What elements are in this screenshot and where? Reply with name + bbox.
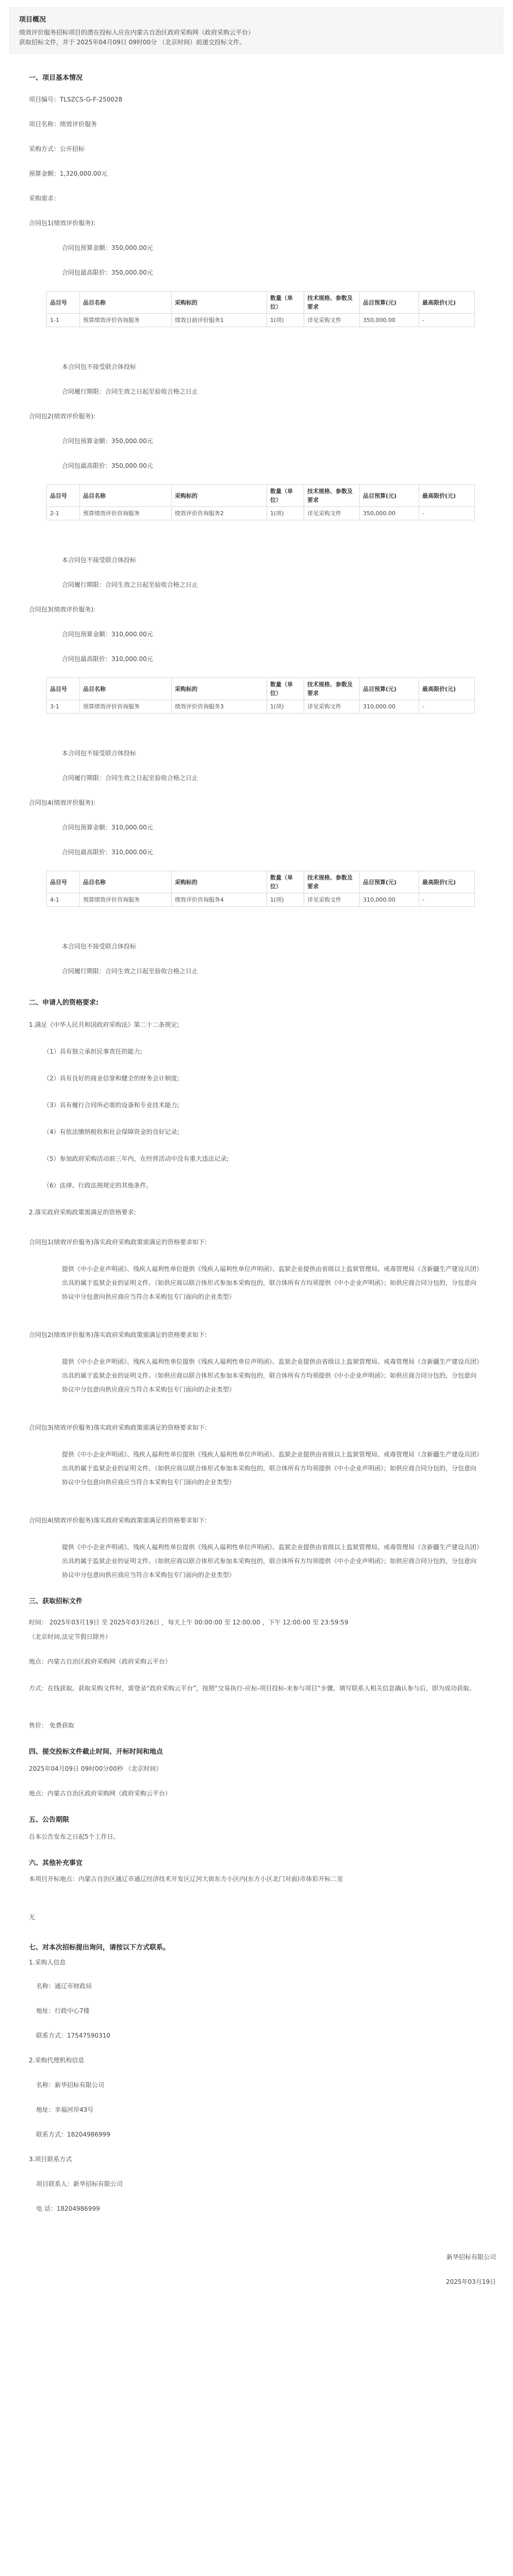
table-row (47, 893, 475, 907)
cell-item-no: 3-1 (47, 700, 80, 714)
cell-item-name: 预算绩效评价咨询服务 (80, 700, 172, 714)
cell-item-budget: 350,000.00 (360, 507, 419, 520)
section-5-title: 五、公告期限 (29, 1816, 70, 1824)
section-2-title: 二、申请人的资格要求: (29, 999, 99, 1007)
package-limit: 合同包最高限价：350,000.00元 (62, 269, 153, 276)
cell-spec: 详见采购文件 (304, 893, 360, 907)
package-note-term: 合同履行期限：合同生效之日起至验收合格之日止 (62, 774, 198, 782)
acquire-place: 地点：内蒙古自治区政府采购网（政府采购云平台） (29, 1658, 172, 1665)
policy-package-intro: 合同包1(绩效评价服务)落实政府采购政策需满足的资格要求如下: (29, 1239, 207, 1246)
table-header-row (47, 678, 475, 700)
qualification-item: （2）具有良好的商业信誉和健全的财务会计制度; (43, 1075, 179, 1082)
header-quantity: 数量（单位） (267, 292, 304, 314)
header-max-price: 最高限价(元) (419, 292, 475, 314)
qualification-item: （1）具有独立承担民事责任的能力; (43, 1048, 142, 1055)
buyer-address: 地址：行政中心7楼 (36, 2007, 90, 2014)
cell-max-price: - (419, 700, 475, 714)
cell-subject: 绩效目前评价服务1 (172, 314, 267, 327)
summary-heading: 项目概况 (19, 16, 46, 24)
supplementary-none: 无 (29, 1913, 36, 1921)
acquire-price: 售价： 免费获取 (29, 1722, 74, 1729)
cell-max-price: - (419, 314, 475, 327)
table-header-row (47, 871, 475, 893)
header-item-no: 品目号 (47, 292, 80, 314)
header-max-price: 最高限价(元) (419, 871, 475, 893)
summary-box (9, 7, 503, 54)
package-title: 合同包2(绩效评价服务): (29, 413, 96, 420)
cell-subject: 绩效评价咨询服务3 (172, 700, 267, 714)
header-item-name: 品目名称 (80, 292, 172, 314)
table-row (47, 314, 475, 327)
package-limit: 合同包最高限价：310,000.00元 (62, 849, 153, 856)
requirement-label: 采购需求： (29, 195, 60, 202)
package-budget: 合同包预算金额：310,000.00元 (62, 631, 153, 638)
cell-spec: 详见采购文件 (304, 507, 360, 520)
cell-item-name: 预算绩效评价咨询服务 (80, 507, 172, 520)
header-item-name: 品目名称 (80, 678, 172, 700)
package-table (46, 291, 475, 327)
policy-requirement: 2.落实政府采购政策需满足的资格要求: (29, 1209, 136, 1216)
budget-amount: 预算金额：1,320,000.00元 (29, 170, 108, 177)
agent-phone: 联系方式：18204986999 (36, 2131, 110, 2138)
header-max-price: 最高限价(元) (419, 485, 475, 507)
cell-item-no: 4-1 (47, 893, 80, 907)
acquire-method: 方式：在线获取。获取采购文件时，需登录“政府采购云平台”，按照“交易执行-应标-项目投标-未参与项目”步骤，填写联系人相关信息确认参与后，即为成功获取。 (29, 1685, 475, 1692)
cell-spec: 详见采购文件 (304, 314, 360, 327)
cell-max-price: - (419, 893, 475, 907)
qualification-item: （5）参加政府采购活动前三年内，在经营活动中没有重大违法记录; (43, 1155, 229, 1162)
header-item-name: 品目名称 (80, 485, 172, 507)
qualification-law: 1.满足《中华人民共和国政府采购法》第二十二条规定; (29, 1021, 179, 1028)
agent-info-title: 2.采购代理机构信息 (29, 2057, 85, 2064)
package-note-consortium: 本合同包不接受联合体投标 (62, 750, 137, 757)
section-6-title: 六、其他补充事宜 (29, 1859, 83, 1867)
cell-quantity: 1(项) (267, 314, 304, 327)
qualification-item: （3）具有履行合同所必需的设备和专业技术能力; (43, 1101, 179, 1109)
header-quantity: 数量（单位） (267, 871, 304, 893)
package-budget: 合同包预算金额：350,000.00元 (62, 244, 153, 251)
package-note-consortium: 本合同包不接受联合体投标 (62, 363, 137, 370)
footer-date: 2025年03月19日 (445, 2278, 496, 2285)
summary-line-2: 获取招标文件，并于 2025年04月09日 09时00分 （北京时间）前递交投标文件。 (19, 39, 246, 46)
header-spec: 技术规格、参数及要求 (304, 678, 360, 700)
package-limit: 合同包最高限价：310,000.00元 (62, 655, 153, 663)
cell-quantity: 1(项) (267, 507, 304, 520)
policy-package-body: 提供《中小企业声明函》、残疾人福利性单位提供《残疾人福利性单位声明函》、监狱企业提供由省级以上监狱管理局、戒毒管理局（含新疆生产建设兵团）出具的属于监狱企业的证明文件。（如供应商以联合体形式参加本采购包的，联合体所有方均须提供《中小企业声明函》；如供应商合同分包的，分包意向协议中分包意向供应商应当符合本采购包专门面向的企业类型） (62, 1451, 480, 1486)
qualification-item: （4）有依法缴纳税收和社会保障资金的良好记录; (43, 1128, 179, 1136)
bid-opening-place: 本项目开标地点：内蒙古自治区通辽市通辽经济技术开发区辽河大街东方小区内(东方小区北门对面)市体彩开标二室 (29, 1875, 343, 1883)
cell-spec: 详见采购文件 (304, 700, 360, 714)
header-spec: 技术规格、参数及要求 (304, 871, 360, 893)
package-note-term: 合同履行期限：合同生效之日起至验收合格之日止 (62, 581, 198, 588)
section-1-title: 一、项目基本情况 (29, 74, 83, 82)
cell-item-no: 2-1 (47, 507, 80, 520)
summary-line-1: 绩效评价服务招标项目的潜在投标人应在内蒙古自治区政府采购网（政府采购云平台） (19, 29, 255, 36)
table-header-row (47, 292, 475, 314)
header-spec: 技术规格、参数及要求 (304, 292, 360, 314)
agent-name: 名称：新华招标有限公司 (36, 2081, 105, 2089)
package-budget: 合同包预算金额：310,000.00元 (62, 824, 153, 831)
project-name: 项目名称：绩效评价服务 (29, 121, 97, 128)
project-number: 项目编号：TLSZCS-G-F-250028 (29, 96, 123, 103)
procurement-method: 采购方式：公开招标 (29, 145, 85, 152)
contact-info-title: 3.项目联系方式 (29, 2156, 72, 2163)
cell-item-budget: 310,000.00 (360, 893, 419, 907)
buyer-name: 名称：通辽市财政局 (36, 1982, 92, 1990)
header-item-budget: 品目预算(元) (360, 678, 419, 700)
acquire-time-note: （北京时间,法定节假日除外） (29, 1633, 111, 1640)
cell-item-name: 预算绩效评价咨询服务 (80, 314, 172, 327)
policy-package-body: 提供《中小企业声明函》、残疾人福利性单位提供《残疾人福利性单位声明函》、监狱企业提供由省级以上监狱管理局、戒毒管理局（含新疆生产建设兵团）出具的属于监狱企业的证明文件。（如供应商以联合体形式参加本采购包的，联合体所有方均须提供《中小企业声明函》；如供应商合同分包的，分包意向协议中分包意向供应商应当符合本采购包专门面向的企业类型） (62, 1265, 480, 1300)
cell-max-price: - (419, 507, 475, 520)
header-subject: 采购标的 (172, 292, 267, 314)
header-item-budget: 品目预算(元) (360, 292, 419, 314)
section-3-title: 三、获取招标文件 (29, 1598, 83, 1605)
package-title: 合同包4(绩效评价服务): (29, 799, 96, 806)
package-note-consortium: 本合同包不接受联合体投标 (62, 943, 137, 950)
table-row (47, 700, 475, 714)
policy-package-intro: 合同包2(绩效评价服务)落实政府采购政策需满足的资格要求如下: (29, 1331, 207, 1338)
cell-quantity: 1(项) (267, 893, 304, 907)
header-quantity: 数量（单位） (267, 485, 304, 507)
policy-package-intro: 合同包3(绩效评价服务)落实政府采购政策需满足的资格要求如下: (29, 1424, 207, 1431)
buyer-phone: 联系方式：17547590310 (36, 2032, 110, 2039)
section-7-title: 七、对本次招标提出询问，请按以下方式联系。 (29, 1944, 170, 1952)
buyer-info-title: 1.采购人信息 (29, 1959, 66, 1966)
header-max-price: 最高限价(元) (419, 678, 475, 700)
package-table (46, 871, 475, 907)
package-budget: 合同包预算金额：350,000.00元 (62, 437, 153, 445)
header-item-no: 品目号 (47, 871, 80, 893)
header-spec: 技术规格、参数及要求 (304, 485, 360, 507)
package-note-consortium: 本合同包不接受联合体投标 (62, 556, 137, 564)
contact-phone: 电 话：18204986999 (36, 2205, 100, 2212)
cell-quantity: 1(项) (267, 700, 304, 714)
package-table (46, 677, 475, 714)
package-note-term: 合同履行期限：合同生效之日起至验收合格之日止 (62, 388, 198, 395)
section-4-title: 四、提交投标文件截止时间、开标时间和地点 (29, 1748, 163, 1756)
header-subject: 采购标的 (172, 485, 267, 507)
footer-organization: 新华招标有限公司 (446, 2253, 496, 2261)
acquire-time: 时间： 2025年03月19日 至 2025年03月26日 ，每天上午 00:00:00 至 12:00:00 ，下午 12:00:00 至 23:59:59 (29, 1619, 349, 1626)
header-subject: 采购标的 (172, 678, 267, 700)
policy-package-body: 提供《中小企业声明函》、残疾人福利性单位提供《残疾人福利性单位声明函》、监狱企业提供由省级以上监狱管理局、戒毒管理局（含新疆生产建设兵团）出具的属于监狱企业的证明文件。（如供应商以联合体形式参加本采购包的，联合体所有方均须提供《中小企业声明函》；如供应商合同分包的，分包意向协议中分包意向供应商应当符合本采购包专门面向的企业类型） (62, 1544, 480, 1579)
deadline-place: 地点：内蒙古自治区政府采购网（政府采购云平台） (29, 1790, 172, 1797)
package-title: 合同包3(绩效评价服务): (29, 606, 96, 613)
qualification-item: （6）法律、行政法规规定的其他条件。 (43, 1182, 153, 1189)
header-quantity: 数量（单位） (267, 678, 304, 700)
contact-name: 项目联系人：新华招标有限公司 (36, 2180, 123, 2188)
table-header-row (47, 485, 475, 507)
header-item-no: 品目号 (47, 485, 80, 507)
header-item-budget: 品目预算(元) (360, 871, 419, 893)
header-item-name: 品目名称 (80, 871, 172, 893)
package-table (46, 484, 475, 520)
table-row (47, 507, 475, 520)
deadline-time: 2025年04月09日 09时00分00秒 （北京时间） (29, 1765, 162, 1772)
cell-item-budget: 310,000.00 (360, 700, 419, 714)
cell-subject: 绩效评价咨询服务4 (172, 893, 267, 907)
header-subject: 采购标的 (172, 871, 267, 893)
cell-subject: 绩效评价咨询服务2 (172, 507, 267, 520)
agent-address: 地址：幸福河岸43号 (36, 2106, 94, 2113)
header-item-no: 品目号 (47, 678, 80, 700)
policy-package-intro: 合同包4(绩效评价服务)落实政府采购政策需满足的资格要求如下: (29, 1517, 207, 1524)
policy-package-body: 提供《中小企业声明函》、残疾人福利性单位提供《残疾人福利性单位声明函》、监狱企业提供由省级以上监狱管理局、戒毒管理局（含新疆生产建设兵团）出具的属于监狱企业的证明文件。（如供应商以联合体形式参加本采购包的，联合体所有方均须提供《中小企业声明函》；如供应商合同分包的，分包意向协议中分包意向供应商应当符合本采购包专门面向的企业类型） (62, 1358, 480, 1393)
cell-item-name: 预算绩效评价咨询服务 (80, 893, 172, 907)
package-note-term: 合同履行期限：合同生效之日起至验收合格之日止 (62, 968, 198, 975)
notice-period: 自本公告发布之日起5个工作日。 (29, 1833, 120, 1840)
package-limit: 合同包最高限价：350,000.00元 (62, 462, 153, 469)
package-title: 合同包1(绩效评价服务): (29, 219, 96, 227)
header-item-budget: 品目预算(元) (360, 485, 419, 507)
cell-item-budget: 350,000.00 (360, 314, 419, 327)
cell-item-no: 1-1 (47, 314, 80, 327)
